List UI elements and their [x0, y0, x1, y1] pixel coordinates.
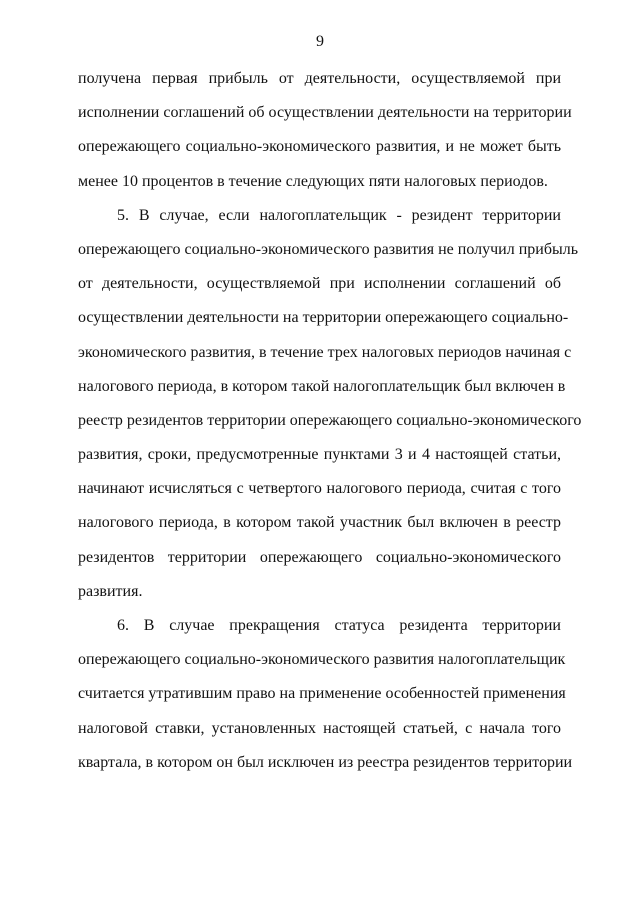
text-line: исполнении соглашений об осуществлении деятельности на территории: [78, 104, 572, 122]
text-line: считается утратившим право на применение особенностей применения: [78, 685, 566, 703]
text-line: налогового периода, в котором такой участник был включен в реестр: [78, 514, 561, 532]
page-number: 9: [316, 33, 324, 50]
text-line: менее 10 процентов в течение следующих пяти налоговых периодов.: [78, 172, 548, 190]
text-line: осуществлении деятельности на территории опережающего социально-: [78, 309, 569, 327]
text-line: 6. В случае прекращения статуса резидента территории: [117, 617, 561, 634]
paragraph: [78, 199, 582, 609]
text-line: опережающего социально-экономического развития налогоплательщик: [78, 651, 566, 669]
text-line: получена первая прибыль от деятельности, осуществляемой при: [78, 70, 561, 87]
text-line: резидентов территории опережающего социально-экономического: [78, 548, 561, 566]
text-line: развития, сроки, предусмотренные пунктами 3 и 4 настоящей статьи,: [78, 446, 561, 464]
text-line: от деятельности, осуществляемой при исполнении соглашений об: [78, 275, 561, 293]
text-line: начинают исчисляться с четвертого налогового периода, считая с того: [78, 480, 561, 498]
document-body: [78, 62, 582, 780]
text-line: опережающего социально-экономического развития не получил прибыль: [78, 240, 578, 258]
text-line: квартала, в котором он был исключен из реестра резидентов территории: [78, 753, 573, 771]
paragraph: [78, 62, 572, 199]
text-line: реестр резидентов территории опережающего социально-экономического: [78, 411, 582, 429]
text-line: 5. В случае, если налогоплательщик - резидент территории: [117, 206, 561, 224]
text-line: опережающего социально-экономического развития, и не может быть: [78, 138, 561, 156]
text-line: экономического развития, в течение трех налоговых периодов начиная с: [78, 343, 572, 361]
text-line: налогового периода, в котором такой налогоплательщик был включен в: [78, 377, 566, 395]
paragraph: [78, 609, 573, 780]
text-line: налоговой ставки, установленных настоящей статьей, с начала того: [78, 719, 561, 737]
text-line: развития.: [78, 582, 143, 600]
